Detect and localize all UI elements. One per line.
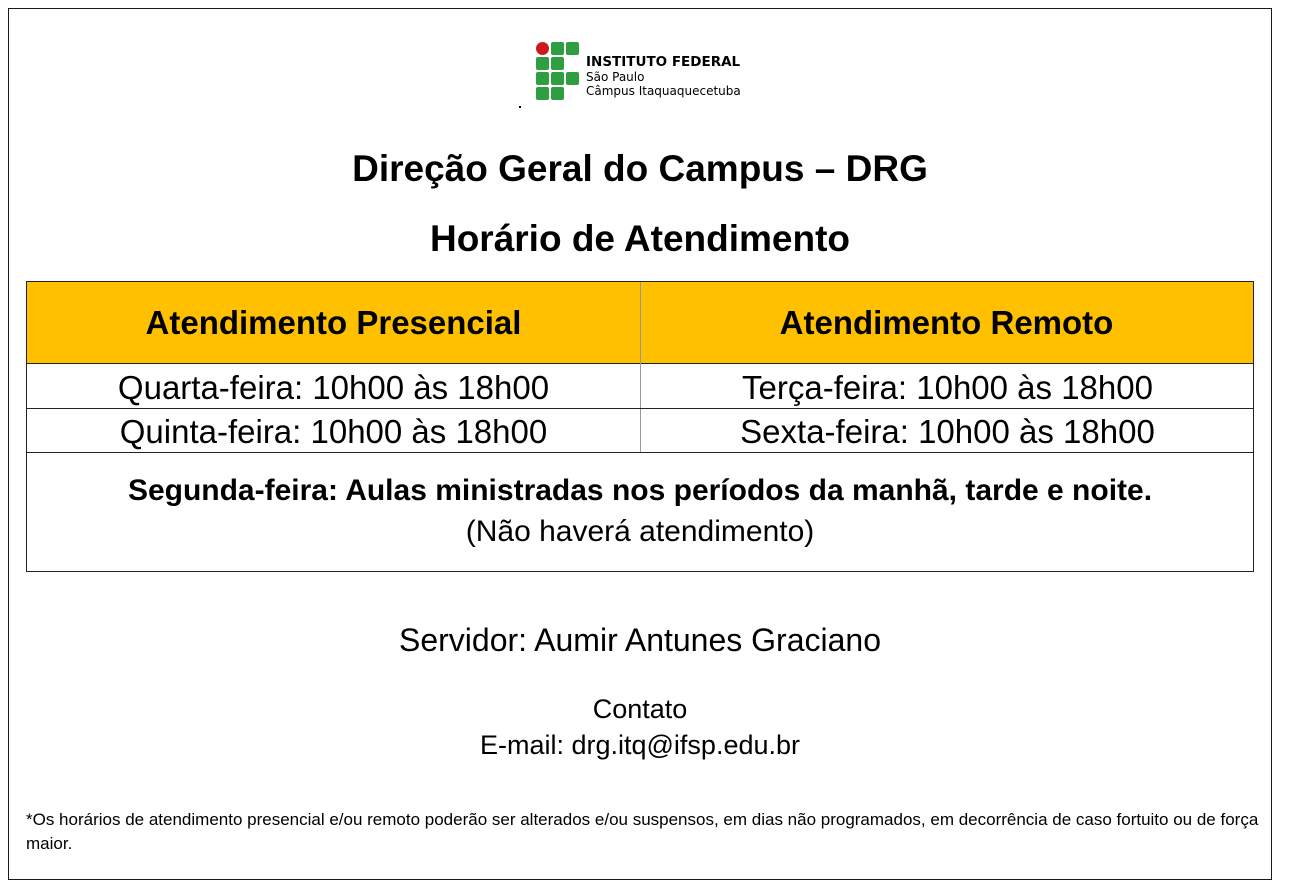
row-divider xyxy=(27,452,1253,453)
contact-email: E-mail: drg.itq@ifsp.edu.br xyxy=(479,730,801,760)
monday-note: Segunda-feira: Aulas ministradas nos períodos da manhã, tarde e noite. xyxy=(127,474,1153,507)
contact-label: Contato xyxy=(592,694,688,724)
footnote: *Os horários de atendimento presencial e/ou remoto poderão ser alterados e/ou suspensos, em dias não programados, em decorrência de caso fortuito ou de força maior. xyxy=(26,810,1259,853)
page-subtitle: Horário de Atendimento xyxy=(429,218,851,259)
stray-dot xyxy=(519,106,521,108)
schedule-table xyxy=(26,281,1254,572)
logo-campus: Câmpus Itaquaquecetuba xyxy=(586,84,741,98)
logo-name: INSTITUTO FEDERAL xyxy=(586,54,741,70)
logo-text xyxy=(586,54,741,98)
table-cell-remoto-1: Terça-feira: 10h00 às 18h00 xyxy=(742,369,1153,406)
monday-note-sub: (Não haverá atendimento) xyxy=(465,515,815,548)
logo-state: São Paulo xyxy=(586,70,645,84)
table-cell-presencial-2: Quinta-feira: 10h00 às 18h00 xyxy=(119,413,548,450)
row-divider xyxy=(27,408,1253,409)
column-header-presencial: Atendimento Presencial xyxy=(27,282,640,364)
logo-grid-icon xyxy=(536,42,580,102)
column-header-remoto: Atendimento Remoto xyxy=(640,282,1253,364)
table-cell-remoto-2: Sexta-feira: 10h00 às 18h00 xyxy=(740,413,1155,450)
servidor-name: Servidor: Aumir Antunes Graciano xyxy=(398,622,881,658)
page-title: Direção Geral do Campus – DRG xyxy=(352,148,928,189)
table-cell-presencial-1: Quarta-feira: 10h00 às 18h00 xyxy=(117,369,550,406)
